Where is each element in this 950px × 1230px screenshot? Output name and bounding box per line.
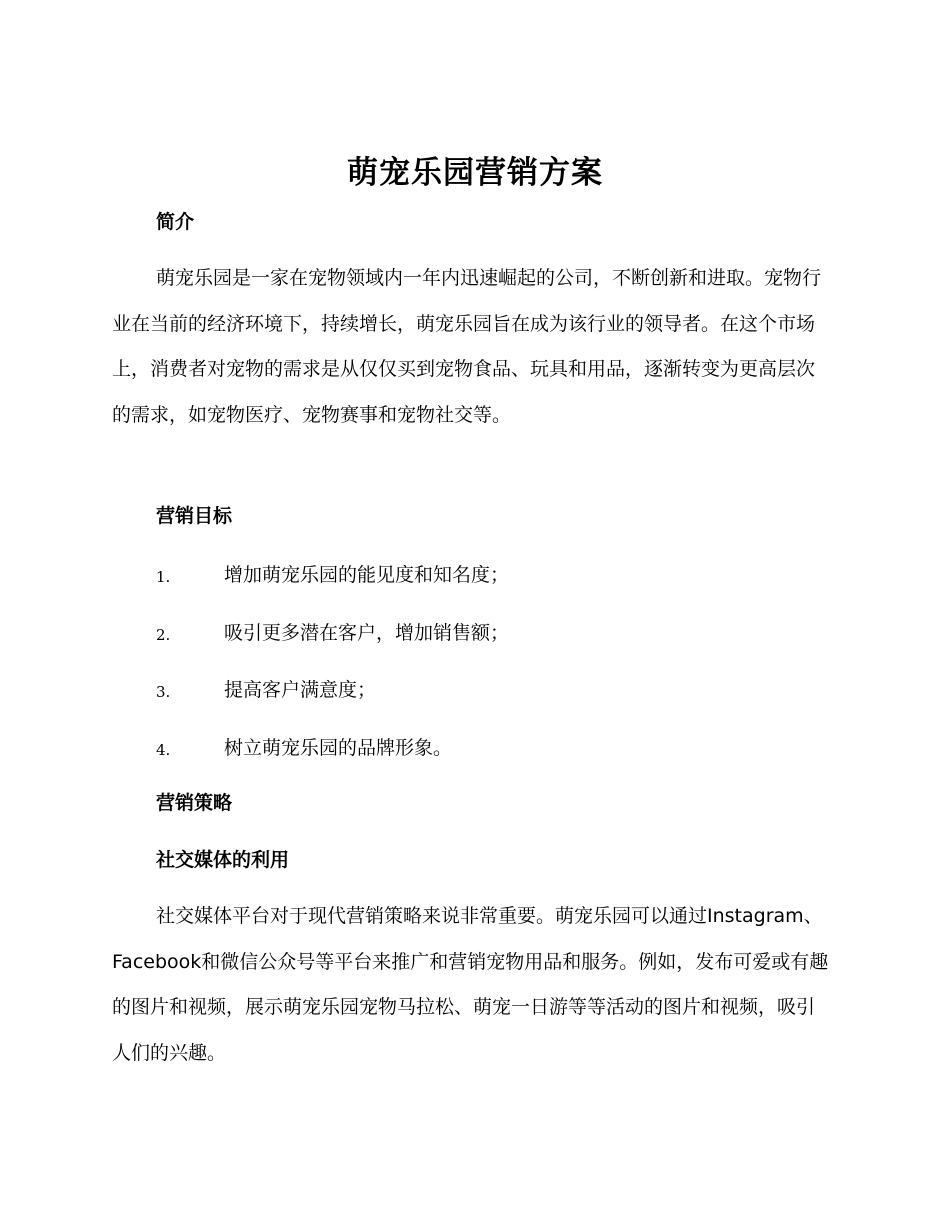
section-heading-goals: 营销目标 (156, 505, 233, 527)
strategy-paragraph: 社交媒体平台对于现代营销策略来说非常重要。萌宠乐园可以通过Instagram、Facebook和微信公众号等平台来推广和营销宠物用品和服务。例如，发布可爱或有趣的图片和视频，展示萌宠乐园宠物马拉松、萌宠一日游等等活动的图片和视频，吸引人们的兴趣。 (112, 905, 829, 1064)
goal-text: 吸引更多潜在客户，增加销售额； (224, 621, 510, 644)
goal-number: 4. (156, 740, 171, 759)
goal-text: 增加萌宠乐园的能见度和知名度； (224, 564, 510, 586)
section-heading-intro: 简介 (156, 211, 195, 233)
goal-item (0, 671, 950, 729)
goal-number: 2. (156, 625, 171, 644)
goal-item (0, 556, 950, 614)
goals-list (0, 556, 950, 786)
goal-item (0, 614, 950, 672)
intro-paragraph: 萌宠乐园是一家在宠物领域内一年内迅速崛起的公司，不断创新和进取。宠物行业在当前的经济环境下，持续增长，萌宠乐园旨在成为该行业的领导者。在这个市场上，消费者对宠物的需求是从仅仅买到宠物食品、玩具和用品，逐渐转变为更高层次的需求，如宠物医疗、宠物赛事和宠物社交等。 (112, 267, 822, 426)
goal-item (0, 729, 950, 787)
goal-text: 提高客户满意度； (224, 679, 377, 701)
document-title: 萌宠乐园营销方案 (347, 155, 603, 191)
goal-text: 树立萌宠乐园的品牌形象。 (224, 736, 453, 759)
subsection-heading-social-media: 社交媒体的利用 (156, 849, 290, 871)
section-heading-strategy: 营销策略 (156, 792, 233, 814)
goal-number: 1. (156, 568, 171, 586)
goal-number: 3. (156, 683, 171, 701)
